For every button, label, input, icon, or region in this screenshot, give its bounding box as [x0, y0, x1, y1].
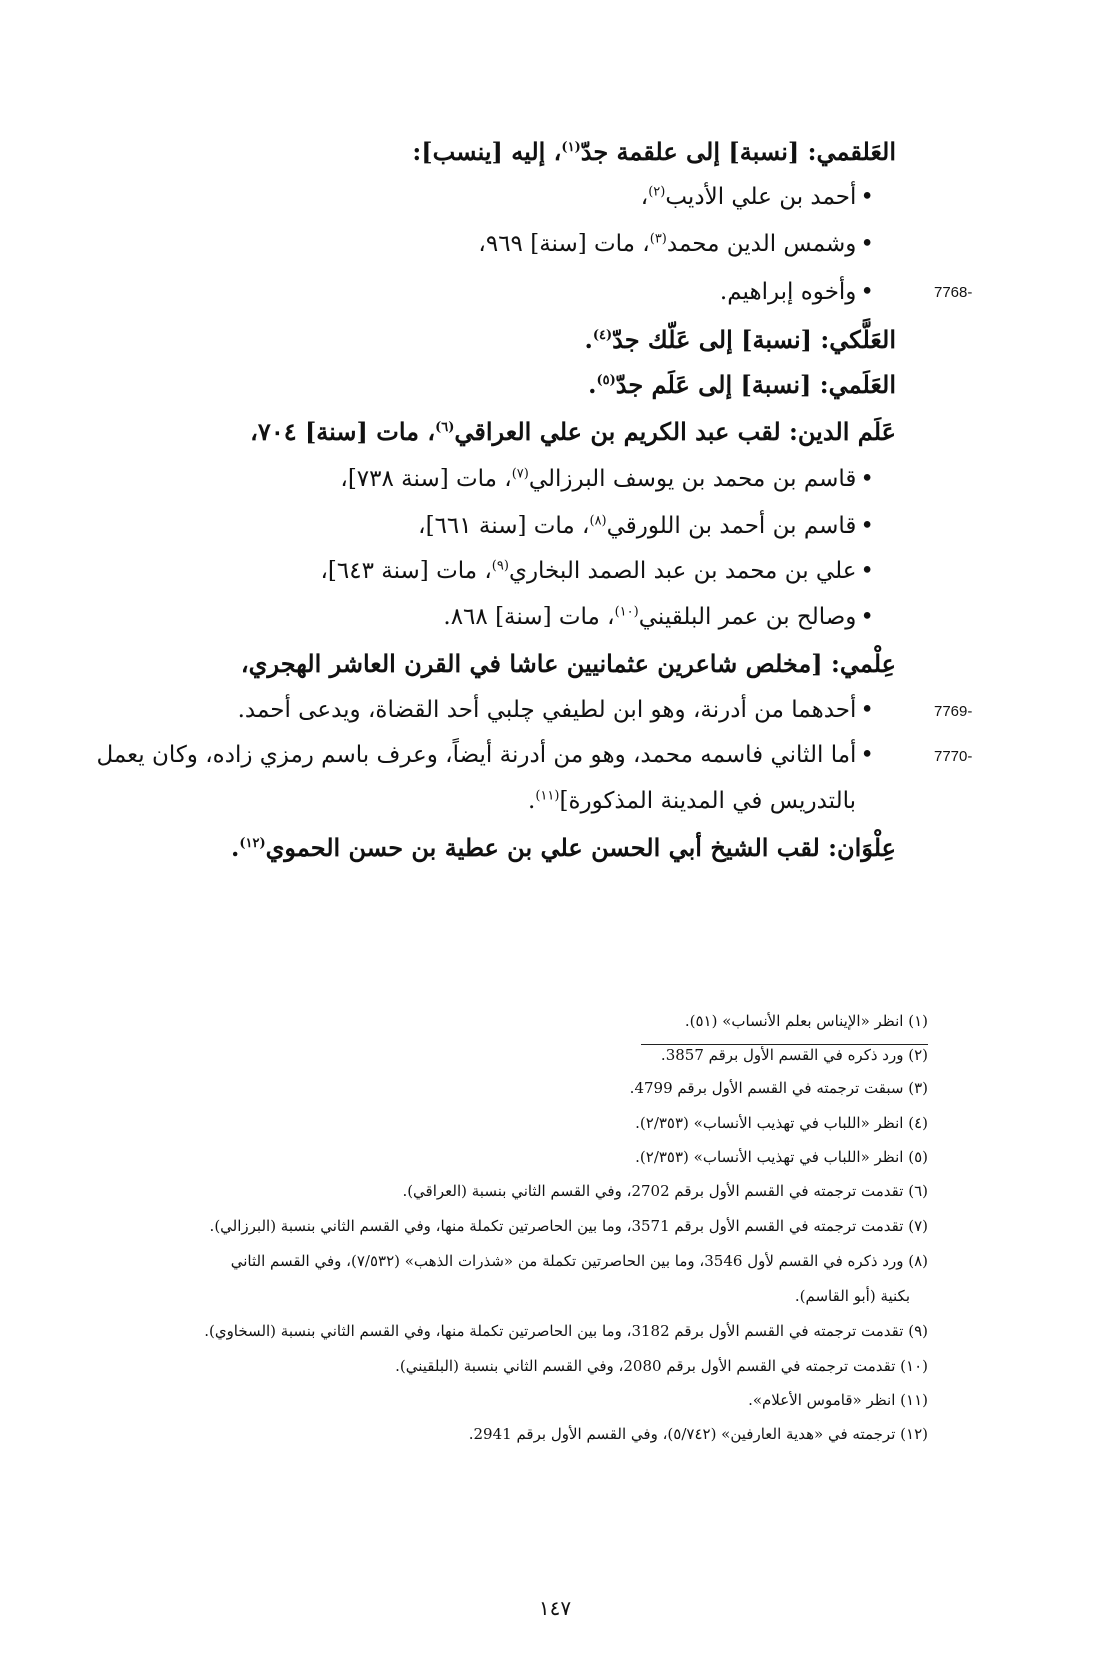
- footnote: (٣) سبقت ترجمته في القسم الأول برقم 4799.: [629, 1079, 928, 1097]
- entry-text: أحمد بن علي الأديب: [665, 184, 857, 210]
- entry-ilmi: [241, 650, 896, 679]
- entry-alqami: [412, 138, 896, 167]
- entry-bullet: [320, 558, 874, 586]
- footnote-ref[interactable]: (١١): [535, 788, 560, 804]
- entry-allaki: [584, 326, 896, 355]
- footnote-ref[interactable]: (١): [561, 140, 581, 155]
- entry-bullet: [443, 604, 874, 632]
- entry-continuation: [528, 788, 856, 816]
- entry-tail: ، مات [سنة ٦٤٣]،: [320, 558, 492, 584]
- entry-tail: ، مات [سنة ٦٦١]،: [418, 513, 590, 539]
- entry-number: 7768-: [934, 284, 973, 301]
- entry-text: وصالح بن عمر البلقيني: [638, 604, 857, 630]
- entry-tail: .: [528, 788, 536, 814]
- entry-tail: .: [231, 833, 240, 862]
- entry-text: قاسم بن محمد بن يوسف البرزالي: [528, 466, 857, 492]
- footnote-ref[interactable]: (١٢): [239, 836, 266, 851]
- entry-bullet: [340, 466, 874, 494]
- bullet-dot: •: [860, 466, 874, 492]
- footnote-ref[interactable]: (٤): [592, 328, 613, 343]
- footnote: (١١) انظر «قاموس الأعلام».: [748, 1391, 928, 1409]
- entry-text: وشمس الدين محمد: [666, 231, 857, 257]
- entry-number: 7769-: [934, 703, 973, 720]
- entry-ilwan: [231, 834, 896, 863]
- entry-text: أحدهما من أدرنة، وهو ابن لطيفي چلبي أحد القضاة، ويدعى أحمد.: [237, 697, 857, 723]
- entry-text: أما الثاني فاسمه محمد، وهو من أدرنة أيضاً، وعرف باسم رمزي زاده، وكان يعمل: [96, 742, 857, 768]
- footnote: (٩) تقدمت ترجمته في القسم الأول برقم 3182، وما بين الحاصرتين تكملة منها، وفي القسم الثاني بنسبة (السخاوي).: [204, 1322, 928, 1340]
- footnote-ref[interactable]: (١٠): [614, 604, 639, 620]
- bullet-dot: •: [860, 742, 874, 768]
- entry-bullet: [641, 184, 874, 212]
- entry-text: عِلْوَان: لقب الشيخ أبي الحسن علي بن عطية بن حسن الحموي: [265, 833, 896, 862]
- entry-alami: [588, 371, 896, 400]
- footnote: (٨) ورد ذكره في القسم لأول 3546، وما بين الحاصرتين تكملة من «شذرات الذهب» (٧/٥٣٢)، وفي القسم الثاني: [230, 1252, 928, 1270]
- entry-tail: ، مات [سنة] ٨٦٨.: [443, 604, 615, 630]
- entry-text: العَلَّكي: [نسبة] إلى عَلّك جدّ: [612, 325, 896, 354]
- footnote-ref[interactable]: (٢): [648, 184, 666, 200]
- entry-text: علي بن محمد بن عبد الصمد البخاري: [508, 558, 857, 584]
- bullet-dot: •: [860, 279, 874, 305]
- entry-text: عِلْمي: [مخلص شاعرين عثمانيين عاشا في القرن العاشر الهجري،: [240, 649, 896, 678]
- footnote-ref[interactable]: (٥): [596, 373, 616, 388]
- entry-tail: ، مات [سنة] ٩٦٩،: [478, 231, 650, 257]
- entry-text: قاسم بن أحمد بن اللورقي: [606, 513, 857, 539]
- footnote-separator: [641, 1044, 928, 1045]
- bullet-dot: •: [860, 697, 874, 723]
- bullet-dot: •: [860, 184, 874, 210]
- page-number: ١٤٧: [538, 1596, 572, 1620]
- entry-text: بالتدريس في المدينة المذكورة]: [559, 788, 856, 814]
- entry-number: 7770-: [934, 748, 973, 765]
- entry-bullet: [418, 513, 874, 541]
- footnote-ref[interactable]: (٨): [589, 513, 607, 529]
- bullet-dot: •: [860, 604, 874, 630]
- entry-text: وأخوه إبراهيم.: [719, 279, 857, 305]
- entry-tail: ، إليه [ينسب]:: [412, 137, 562, 166]
- entry-tail: ، مات [سنة] ٧٠٤،: [250, 417, 436, 446]
- entry-tail: ، مات [سنة ٧٣٨]،: [340, 466, 512, 492]
- footnote: (٥) انظر «اللباب في تهذيب الأنساب» (٢/٣٥٣).: [635, 1148, 928, 1166]
- bullet-dot: •: [860, 558, 874, 584]
- entry-bullet: [238, 697, 874, 725]
- entry-tail: .: [588, 370, 597, 399]
- footnote: (١) انظر «الإيناس بعلم الأنساب» (٥١).: [684, 1012, 928, 1030]
- footnote: (١٠) تقدمت ترجمته في القسم الأول برقم 2080، وفي القسم الثاني بنسبة (البلقيني).: [395, 1357, 928, 1375]
- entry-bullet: [478, 231, 874, 259]
- entry-tail: .: [584, 325, 593, 354]
- bullet-dot: •: [860, 513, 874, 539]
- footnote-ref[interactable]: (٩): [491, 558, 509, 574]
- entry-alam-aldin: [250, 418, 896, 447]
- entry-text: العَلقمي: [نسبة] إلى علقمة جدّ: [580, 137, 896, 166]
- footnote: (٦) تقدمت ترجمته في القسم الأول برقم 2702، وفي القسم الثاني بنسبة (العراقي).: [402, 1182, 928, 1200]
- entry-tail: ،: [640, 184, 649, 210]
- footnote: (١٢) ترجمته في «هدية العارفين» (٥/٧٤٢)، وفي القسم الأول برقم 2941.: [468, 1425, 928, 1443]
- bullet-dot: •: [860, 231, 874, 257]
- footnote-ref[interactable]: (٣): [649, 231, 667, 247]
- entry-bullet: [96, 742, 874, 770]
- entry-text: عَلَم الدين: لقب عبد الكريم بن علي العراقي: [454, 417, 896, 446]
- footnote: (٢) ورد ذكره في القسم الأول برقم 3857.: [660, 1046, 928, 1064]
- footnote-ref[interactable]: (٧): [511, 466, 529, 482]
- entry-bullet: [720, 279, 874, 307]
- entry-text: العَلَمي: [نسبة] إلى عَلَم جدّ: [615, 370, 896, 399]
- footnote: (٧) تقدمت ترجمته في القسم الأول برقم 3571، وما بين الحاصرتين تكملة منها، وفي القسم الثاني بنسبة (البرزالي).: [209, 1217, 928, 1235]
- footnote-continuation: بكنية (أبو القاسم).: [794, 1287, 910, 1305]
- footnote-ref[interactable]: (٦): [435, 420, 455, 435]
- footnote: (٤) انظر «اللباب في تهذيب الأنساب» (٢/٣٥٣).: [635, 1114, 928, 1132]
